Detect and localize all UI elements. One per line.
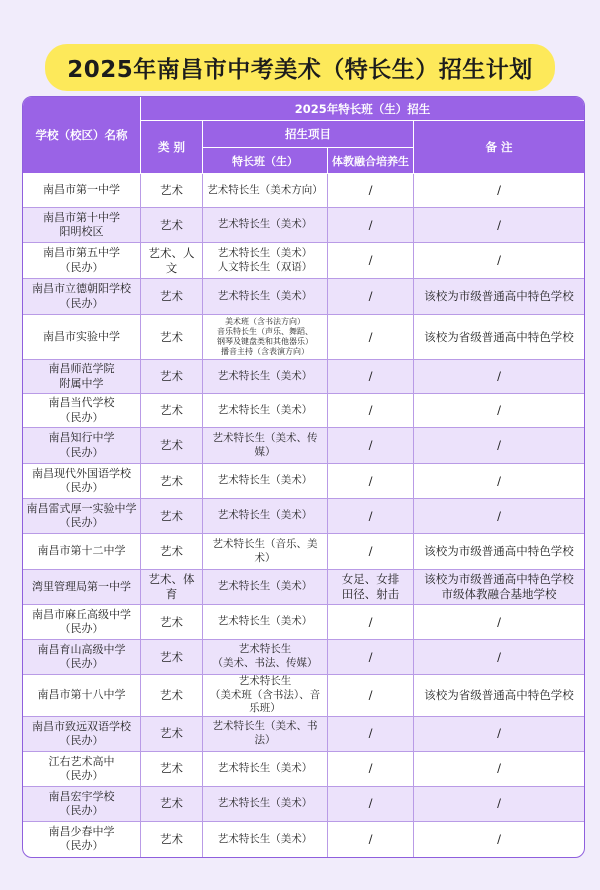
school-cell	[23, 208, 141, 243]
pe-fusion-cell-line: /	[368, 508, 373, 523]
school-cell	[23, 243, 141, 279]
pe-fusion-cell-line: 女足、女排	[341, 572, 400, 587]
school-cell-line: （民办）	[59, 410, 104, 424]
special-class-cell	[203, 464, 328, 499]
school-cell	[23, 428, 141, 464]
pe-fusion-cell	[328, 243, 414, 279]
special-class-cell	[203, 428, 328, 464]
pe-fusion-cell-line: 田径、射击	[341, 587, 400, 601]
category-cell: 艺术	[141, 640, 203, 675]
pe-fusion-cell-line: /	[368, 329, 373, 344]
category-cell: 艺术	[141, 717, 203, 752]
school-cell-line: 南昌市第一中学	[43, 183, 120, 197]
special-class-cell	[203, 717, 328, 752]
notes-cell	[414, 570, 584, 605]
category-cell: 艺术	[141, 675, 203, 717]
special-class-cell	[203, 570, 328, 605]
notes-cell	[414, 675, 584, 717]
pe-fusion-cell	[328, 570, 414, 605]
special-class-cell-line: 人文特长生（双语）	[217, 260, 313, 273]
special-class-cell-line: 艺术特长生（美术）	[217, 580, 313, 593]
table-row	[23, 428, 584, 464]
category-cell: 艺术	[141, 499, 203, 534]
special-class-cell	[203, 360, 328, 394]
special-class-cell	[203, 315, 328, 360]
table-row	[23, 174, 584, 208]
school-cell-line: （民办）	[59, 516, 104, 529]
school-cell-line: 南昌宏宇学校	[48, 789, 115, 803]
notes-cell	[414, 534, 584, 570]
school-cell-line: （民办）	[59, 839, 104, 853]
table-row	[23, 605, 584, 640]
school-cell-line: 阳明校区	[59, 225, 104, 238]
notes-cell-line: 市级体教融合基地学校	[441, 587, 557, 601]
special-class-cell-line: 钢琴及键盘类和其他器乐）	[217, 337, 313, 346]
pe-fusion-cell	[328, 499, 414, 534]
notes-cell	[414, 394, 584, 428]
notes-cell-line: /	[497, 403, 501, 418]
school-cell	[23, 499, 141, 534]
enrollment-table	[22, 96, 585, 858]
special-class-cell-line: 艺术特长生（美术、书法）	[212, 720, 318, 746]
school-cell	[23, 675, 141, 717]
table-row	[23, 717, 584, 752]
category-cell: 艺术、体育	[141, 570, 203, 605]
pe-fusion-cell	[328, 787, 414, 822]
pe-fusion-cell-line: /	[368, 831, 373, 846]
table-row	[23, 315, 584, 360]
special-class-cell-line: 艺术特长生（音乐、美术）	[212, 537, 318, 564]
notes-cell-line: /	[497, 831, 501, 846]
notes-cell-line: /	[497, 649, 501, 664]
school-cell	[23, 464, 141, 499]
table-row	[23, 640, 584, 675]
pe-fusion-cell-line: /	[368, 438, 373, 453]
special-class-cell-line: 艺术特长生（美术）	[217, 403, 313, 416]
table-row	[23, 360, 584, 394]
table-row	[23, 279, 584, 315]
notes-cell	[414, 428, 584, 464]
pe-fusion-cell	[328, 208, 414, 243]
notes-cell	[414, 174, 584, 208]
header-group: 2025年特长班（生）招生	[141, 97, 584, 121]
school-cell-line: （民办）	[59, 296, 104, 310]
pe-fusion-cell-line: /	[368, 796, 373, 811]
special-class-cell-line: 播音主持（含表演方向）	[221, 347, 309, 356]
special-class-cell-line: 艺术特长生（美术）	[217, 762, 313, 775]
special-class-cell	[203, 675, 328, 717]
notes-cell-line: /	[497, 796, 501, 811]
table-row	[23, 208, 584, 243]
notes-cell	[414, 208, 584, 243]
school-cell-line: 湾里管理局第一中学	[32, 579, 131, 593]
table-row	[23, 243, 584, 279]
pe-fusion-cell	[328, 464, 414, 499]
pe-fusion-cell	[328, 822, 414, 857]
school-cell	[23, 640, 141, 675]
table-body	[23, 174, 584, 857]
special-class-cell-line: 艺术特长生	[238, 675, 292, 687]
special-class-cell-line: （美术班（含书法）、音乐班）	[209, 688, 321, 715]
special-class-cell-line: 美术班（含书法方向）	[225, 317, 305, 326]
school-cell-line: 南昌师范学院	[48, 362, 115, 376]
notes-cell-line: /	[497, 217, 501, 232]
school-cell-line: （民办）	[59, 768, 104, 782]
pe-fusion-cell	[328, 394, 414, 428]
special-class-cell-line: 艺术特长生（美术）	[217, 289, 313, 302]
header-category: 类 别	[141, 121, 203, 174]
notes-cell-line: 该校为市级普通高中特色学校	[424, 289, 574, 304]
category-cell: 艺术	[141, 279, 203, 315]
special-class-cell-line: （美术、书法、传媒）	[212, 657, 318, 669]
pe-fusion-cell-line: /	[368, 687, 373, 702]
special-class-cell-line: 艺术特长生（美术）	[217, 797, 313, 810]
special-class-cell	[203, 174, 328, 208]
pe-fusion-cell	[328, 675, 414, 717]
pe-fusion-cell-line: /	[368, 614, 373, 629]
school-cell-line: 南昌市实验中学	[43, 329, 120, 343]
school-cell-line: 南昌市第十二中学	[37, 544, 126, 558]
category-cell: 艺术	[141, 534, 203, 570]
category-cell: 艺术	[141, 822, 203, 857]
category-cell: 艺术	[141, 360, 203, 394]
notes-cell-line: /	[497, 183, 501, 198]
school-cell	[23, 822, 141, 857]
category-cell: 艺术	[141, 787, 203, 822]
special-class-cell	[203, 499, 328, 534]
special-class-cell	[203, 640, 328, 675]
school-cell-line: 南昌少春中学	[48, 825, 115, 839]
pe-fusion-cell-line: /	[368, 289, 373, 304]
school-cell-line: 南昌知行中学	[48, 431, 115, 445]
notes-cell-line: /	[497, 369, 501, 384]
header-notes: 备 注	[414, 121, 584, 174]
table-row	[23, 822, 584, 857]
special-class-cell	[203, 208, 328, 243]
special-class-cell-line: 艺术特长生	[238, 643, 292, 656]
notes-cell-line: /	[497, 438, 501, 453]
special-class-cell-line: 艺术特长生（美术方向）	[207, 183, 323, 196]
special-class-cell	[203, 822, 328, 857]
school-cell-line: （民办）	[59, 260, 104, 274]
page-title: 2025年南昌市中考美术（特长生）招生计划	[45, 44, 555, 91]
pe-fusion-cell	[328, 360, 414, 394]
table-header	[23, 97, 584, 174]
school-cell	[23, 279, 141, 315]
school-cell-line: （民办）	[59, 481, 104, 494]
school-cell-line: 南昌现代外国语学校	[32, 466, 131, 480]
special-class-cell-line: 艺术特长生（美术）	[217, 246, 313, 259]
special-class-cell	[203, 605, 328, 640]
pe-fusion-cell-line: /	[368, 217, 373, 232]
school-cell	[23, 315, 141, 360]
pe-fusion-cell-line: /	[368, 761, 373, 776]
pe-fusion-cell	[328, 534, 414, 570]
table-row	[23, 394, 584, 428]
table-row	[23, 570, 584, 605]
category-cell: 艺术、人文	[141, 243, 203, 279]
school-cell-line: （民办）	[59, 622, 104, 635]
special-class-cell-line: 艺术特长生（美术）	[217, 615, 313, 628]
notes-cell-line: 该校为市级普通高中特色学校	[424, 544, 574, 559]
special-class-cell	[203, 787, 328, 822]
notes-cell	[414, 822, 584, 857]
school-cell-line: 江右艺术高中	[48, 754, 115, 768]
special-class-cell	[203, 534, 328, 570]
category-cell: 艺术	[141, 394, 203, 428]
notes-cell-line: /	[497, 253, 501, 268]
special-class-cell-line: 艺术特长生（美术）	[217, 509, 313, 522]
table-row	[23, 534, 584, 570]
pe-fusion-cell-line: /	[368, 369, 373, 384]
pe-fusion-cell-line: /	[368, 544, 373, 559]
title-wrap	[0, 44, 600, 91]
school-cell-line: （民办）	[59, 803, 104, 817]
school-cell-line: （民办）	[59, 657, 104, 670]
table-row	[23, 787, 584, 822]
notes-cell-line: 该校为市级普通高中特色学校	[424, 572, 574, 587]
notes-cell	[414, 717, 584, 752]
category-cell: 艺术	[141, 174, 203, 208]
special-class-cell	[203, 752, 328, 787]
notes-cell	[414, 279, 584, 315]
special-class-cell	[203, 394, 328, 428]
pe-fusion-cell	[328, 428, 414, 464]
school-cell	[23, 752, 141, 787]
pe-fusion-cell-line: /	[368, 473, 373, 488]
pe-fusion-cell	[328, 752, 414, 787]
notes-cell	[414, 499, 584, 534]
school-cell-line: （民办）	[59, 733, 104, 747]
school-cell	[23, 787, 141, 822]
pe-fusion-cell-line: /	[368, 726, 373, 741]
notes-cell	[414, 360, 584, 394]
school-cell-line: 南昌市第五中学	[43, 246, 120, 260]
school-cell	[23, 360, 141, 394]
pe-fusion-cell	[328, 640, 414, 675]
special-class-cell-line: 音乐特长生（声乐、舞蹈、	[217, 327, 313, 336]
pe-fusion-cell-line: /	[368, 403, 373, 418]
notes-cell	[414, 243, 584, 279]
special-class-cell-line: 艺术特长生（美术）	[217, 369, 313, 382]
special-class-cell-line: 艺术特长生（美术）	[217, 832, 313, 845]
pe-fusion-cell	[328, 174, 414, 208]
table-row	[23, 675, 584, 717]
category-cell: 艺术	[141, 315, 203, 360]
notes-cell	[414, 464, 584, 499]
school-cell-line: 南昌市麻丘高级中学	[32, 607, 131, 621]
special-class-cell-line: 艺术特长生（美术）	[217, 474, 313, 487]
school-cell	[23, 534, 141, 570]
notes-cell	[414, 787, 584, 822]
special-class-cell-line: 艺术特长生（美术）	[217, 218, 313, 231]
notes-cell-line: /	[497, 614, 501, 629]
school-cell-line: 南昌雷式厚一实验中学	[26, 501, 137, 515]
school-cell-line: 南昌市第十中学	[43, 210, 120, 224]
school-cell-line: 南昌市第十八中学	[37, 688, 126, 702]
header-school: 学校（校区）名称	[23, 97, 141, 174]
notes-cell-line: /	[497, 508, 501, 523]
school-cell	[23, 605, 141, 640]
category-cell: 艺术	[141, 208, 203, 243]
header-project: 招生项目	[203, 121, 414, 148]
notes-cell-line: /	[497, 761, 501, 776]
school-cell-line: 南昌市致远双语学校	[32, 719, 131, 733]
table-row	[23, 499, 584, 534]
header-pe-fusion: 体教融合培养生	[328, 148, 414, 174]
notes-cell-line: 该校为省级普通高中特色学校	[424, 329, 574, 344]
pe-fusion-cell	[328, 315, 414, 360]
pe-fusion-cell	[328, 279, 414, 315]
school-cell	[23, 717, 141, 752]
school-cell	[23, 394, 141, 428]
header-special-class: 特长班（生）	[203, 148, 328, 174]
notes-cell-line: /	[497, 473, 501, 488]
table-row	[23, 752, 584, 787]
school-cell-line: （民办）	[59, 445, 104, 459]
category-cell: 艺术	[141, 752, 203, 787]
school-cell-line: 南昌市立德朝阳学校	[32, 282, 131, 296]
special-class-cell	[203, 279, 328, 315]
school-cell	[23, 570, 141, 605]
notes-cell-line: 该校为省级普通高中特色学校	[424, 687, 574, 702]
pe-fusion-cell	[328, 605, 414, 640]
special-class-cell-line: 艺术特长生（美术、传媒）	[212, 431, 318, 458]
pe-fusion-cell	[328, 717, 414, 752]
category-cell: 艺术	[141, 464, 203, 499]
notes-cell	[414, 605, 584, 640]
notes-cell-line: /	[497, 726, 501, 741]
category-cell: 艺术	[141, 605, 203, 640]
school-cell-line: 南昌当代学校	[48, 396, 115, 410]
notes-cell	[414, 315, 584, 360]
notes-cell	[414, 752, 584, 787]
school-cell-line: 附属中学	[59, 376, 104, 390]
school-cell-line: 南昌育山高级中学	[37, 642, 126, 656]
school-cell	[23, 174, 141, 208]
table-row	[23, 464, 584, 499]
category-cell: 艺术	[141, 428, 203, 464]
pe-fusion-cell-line: /	[368, 253, 373, 268]
pe-fusion-cell-line: /	[368, 649, 373, 664]
pe-fusion-cell-line: /	[368, 183, 373, 198]
notes-cell	[414, 640, 584, 675]
special-class-cell	[203, 243, 328, 279]
